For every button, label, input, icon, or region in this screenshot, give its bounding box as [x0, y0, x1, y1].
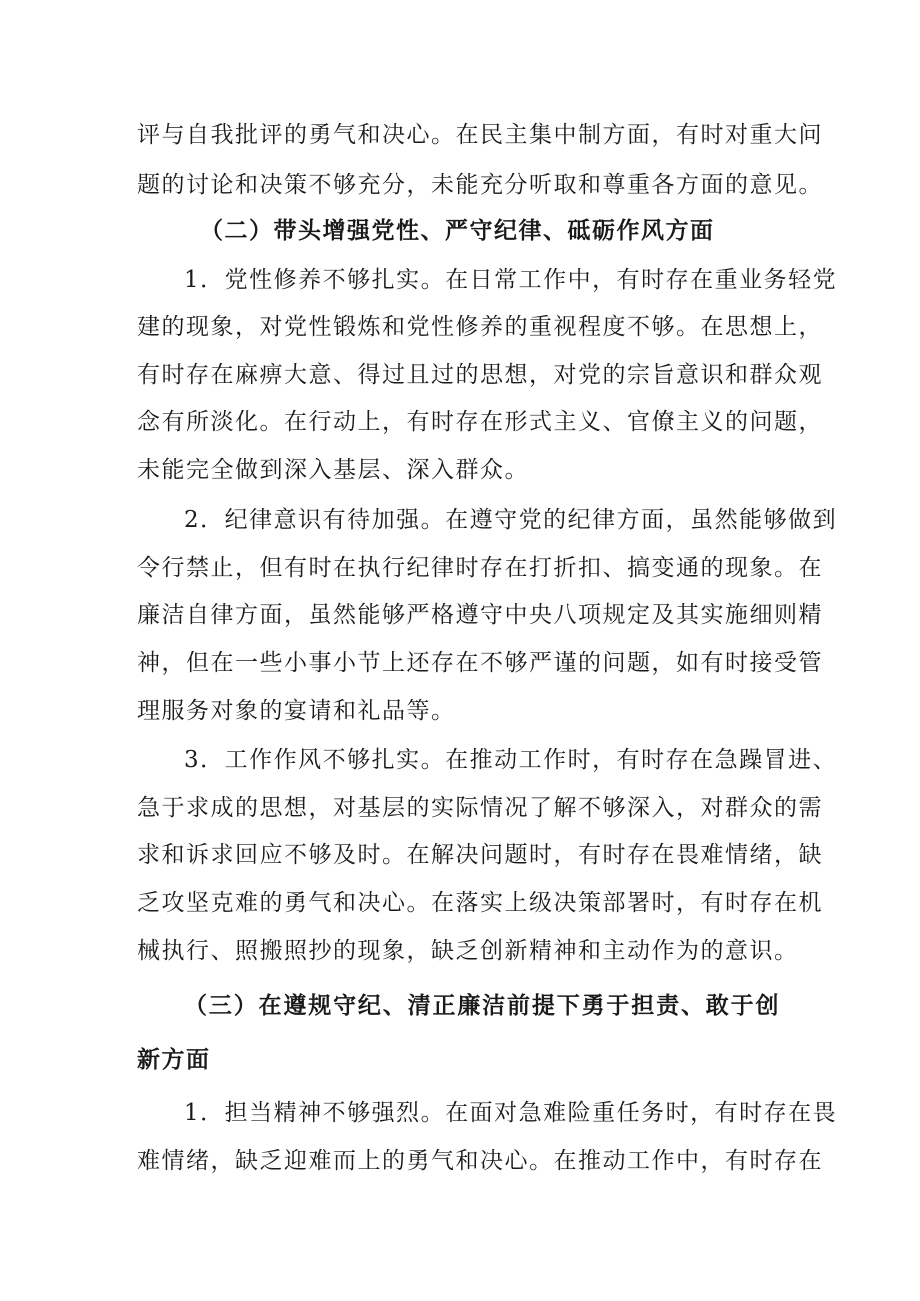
paragraph-line: 建的现象，对党性锻炼和党性修养的重视程度不够。在思想上， — [137, 314, 823, 340]
paragraph-line: 乏攻坚克难的勇气和决心。在落实上级决策部署时，有时存在机 — [137, 890, 823, 916]
section-heading-two: （二）带头增强党性、严守纪律、砥砺作风方面 — [200, 217, 715, 244]
paragraph-line: 神，但在一些小事小节上还存在不够严谨的问题，如有时接受管 — [137, 650, 823, 676]
paragraph-line: 3．工作作风不够扎实。在推动工作时，有时存在急躁冒进、 — [184, 747, 838, 773]
paragraph-line: 评与自我批评的勇气和决心。在民主集中制方面，有时对重大问 — [137, 122, 823, 148]
paragraph-line: 急于求成的思想，对基层的实际情况了解不够深入，对群众的需 — [137, 795, 823, 821]
paragraph-line: 求和诉求回应不够及时。在解决问题时，有时存在畏难情绪，缺 — [137, 842, 823, 868]
paragraph-line: 未能完全做到深入基层、深入群众。 — [137, 457, 529, 483]
section-heading-three: （三）在遵规守纪、清正廉洁前提下勇于担责、敢于创 — [184, 992, 780, 1019]
paragraph-line: 廉洁自律方面，虽然能够严格遵守中央八项规定及其实施细则精 — [137, 602, 823, 628]
paragraph-line: 有时存在麻痹大意、得过且过的思想，对党的宗旨意识和群众观 — [137, 362, 823, 388]
paragraph-line: 念有所淡化。在行动上，有时存在形式主义、官僚主义的问题， — [137, 409, 823, 435]
paragraph-line: 难情绪，缺乏迎难而上的勇气和决心。在推动工作中，有时存在 — [137, 1148, 823, 1174]
paragraph-line: 2．纪律意识有待加强。在遵守党的纪律方面，虽然能够做到 — [184, 507, 838, 533]
section-heading-three-continued: 新方面 — [137, 1046, 211, 1073]
paragraph-line: 理服务对象的宴请和礼品等。 — [137, 698, 456, 724]
paragraph-line: 令行禁止，但有时在执行纪律时存在打折扣、搞变通的现象。在 — [137, 555, 823, 581]
paragraph-line: 1．担当精神不够强烈。在面对急难险重任务时，有时存在畏 — [184, 1100, 838, 1126]
paragraph-line: 械执行、照搬照抄的现象，缺乏创新精神和主动作为的意识。 — [137, 938, 799, 964]
paragraph-line: 1．党性修养不够扎实。在日常工作中，有时存在重业务轻党 — [184, 267, 838, 293]
paragraph-line: 题的讨论和决策不够充分，未能充分听取和尊重各方面的意见。 — [137, 172, 823, 198]
